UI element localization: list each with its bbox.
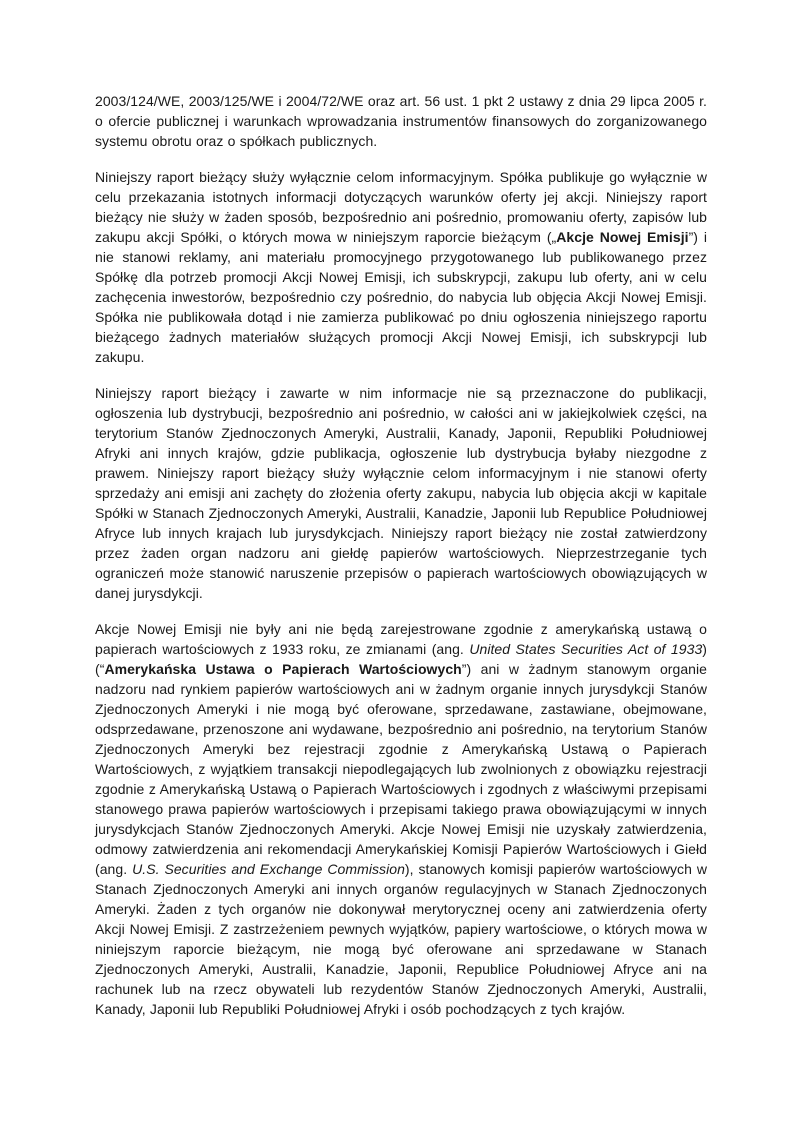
institution-name-sec: U.S. Securities and Exchange Commission	[132, 861, 405, 877]
statute-name-us-securities-act: United States Securities Act of 1933	[469, 641, 703, 657]
paragraph-text: ) (“	[95, 641, 707, 677]
paragraph-legal-basis	[95, 91, 707, 151]
paragraph-text: ”) ani w żadnym stanowym organie nadzoru nad rynkiem papierów wartościowych ani w żadnym organie innych jurysdykcji Stanów Zjednoczonych Ameryki i nie mogą być oferowane, sprzedawane, zastawiane, obejmowane, odsprzedawane, przenoszone ani wydawane, bezpośrednio ani pośrednio, na terytorium Stanów Zjednoczonych Ameryki bez rejestracji zgodnie z Amerykańską Ustawą o Papierach Wartościowych, z wyjątkiem transakcji niepodlegających lub zwolnionych z obowiązku rejestracji zgodnie z Amerykańską Ustawą o Papierach Wartościowych i zgodnych z właściwymi przepisami stanowego prawa papierów wartościowych i przepisami takiego prawa obowiązującymi w innych jurysdykcjach Stanów Zjednoczonych Ameryki. Akcje Nowej Emisji nie uzyskały zatwierdzenia, odmowy zatwierdzenia ani rekomendacji Amerykańskiej Komisji Papierów Wartościowych i Giełd (ang.	[95, 661, 707, 877]
defined-term-akcje-nowej-emisji: Akcje Nowej Emisji	[556, 229, 689, 245]
paragraph-information-purpose	[95, 167, 707, 367]
paragraph-us-securities-act	[95, 619, 707, 1019]
paragraph-text: Akcje Nowej Emisji nie były ani nie będą zarejestrowane zgodnie z amerykańską ustawą o papierach wartościowych z 1933 roku, ze zmianami (ang.	[95, 621, 707, 657]
paragraph-text: ), stanowych komisji papierów wartościowych w Stanach Zjednoczonych Ameryki ani innych organów regulacyjnych w Stanach Zjednoczonych Ameryki. Żaden z tych organów nie dokonywał merytorycznej oceny ani zatwierdzenia oferty Akcji Nowej Emisji. Z zastrzeżeniem pewnych wyjątków, papiery wartościowe, o których mowa w niniejszym raporcie bieżącym, nie mogą być oferowane ani sprzedawane w Stanach Zjednoczonych Ameryki, Australii, Kanadzie, Japonii, Republice Południowej Afryce ani na rachunek lub na rzecz obywateli lub rezydentów Stanów Zjednoczonych Ameryki, Australii, Kanady, Japonii lub Republiki Południowej Afryki i osób pochodzących z tych krajów.	[95, 861, 708, 1017]
defined-term-amerykanska-ustawa: Amerykańska Ustawa o Papierach Wartościowych	[104, 661, 462, 677]
paragraph-text: Niniejszy raport bieżący i zawarte w nim informacje nie są przeznaczone do publikacji, ogłoszenia lub dystrybucji, bezpośrednio ani pośrednio, w całości ani w jakiejkolwiek części, na terytorium Stanów Zjednoczonych Ameryki, Australii, Kanady, Japonii, Republiki Południowej Afryki ani innych krajów, gdzie publikacja, ogłoszenie lub dystrybucja byłaby niezgodne z prawem. Niniejszy raport bieżący służy wyłącznie celom informacyjnym i nie stanowi oferty sprzedaży ani emisji ani zachęty do złożenia oferty zakupu, nabycia lub objęcia akcji w kapitale Spółki w Stanach Zjednoczonych Ameryki, Australii, Kanadzie, Japonii lub Republice Południowej Afryce lub innych krajach lub jurysdykcjach. Niniejszy raport bieżący nie został zatwierdzony przez żaden organ nadzoru ani giełdę papierów wartościowych. Nieprzestrzeganie tych ograniczeń może stanowić naruszenie przepisów o papierach wartościowych obowiązujących w danej jurysdykcji.	[95, 385, 707, 601]
paragraph-text: ”) i nie stanowi reklamy, ani materiału promocyjnego przygotowanego lub publikowanego przez Spółkę dla potrzeb promocji Akcji Nowej Emisji, ich subskrypcji, zakupu lub oferty, ani w celu zachęcenia inwestorów, bezpośrednio czy pośrednio, do nabycia lub objęcia Akcji Nowej Emisji. Spółka nie publikowała dotąd i nie zamierza publikować po dniu ogłoszenia niniejszego raportu bieżącego żadnych materiałów służących promocji Akcji Nowej Emisji, ich subskrypcji lub zakupu.	[95, 229, 708, 365]
paragraph-text: Niniejszy raport bieżący służy wyłącznie celom informacyjnym. Spółka publikuje go wyłącznie w celu przekazania istotnych informacji dotyczących warunków oferty jej akcji. Niniejszy raport bieżący nie służy w żaden sposób, bezpośrednio ani pośrednio, promowaniu oferty, zapisów lub zakupu akcji Spółki, o których mowa w niniejszym raporcie bieżącym („	[95, 169, 707, 245]
paragraph-text: 2003/124/WE, 2003/125/WE i 2004/72/WE oraz art. 56 ust. 1 pkt 2 ustawy z dnia 29 lipca 2005 r. o ofercie publicznej i warunkach wprowadzania instrumentów finansowych do zorganizowanego systemu obrotu oraz o spółkach publicznych.	[95, 93, 707, 149]
paragraph-distribution-restrictions	[95, 383, 707, 603]
